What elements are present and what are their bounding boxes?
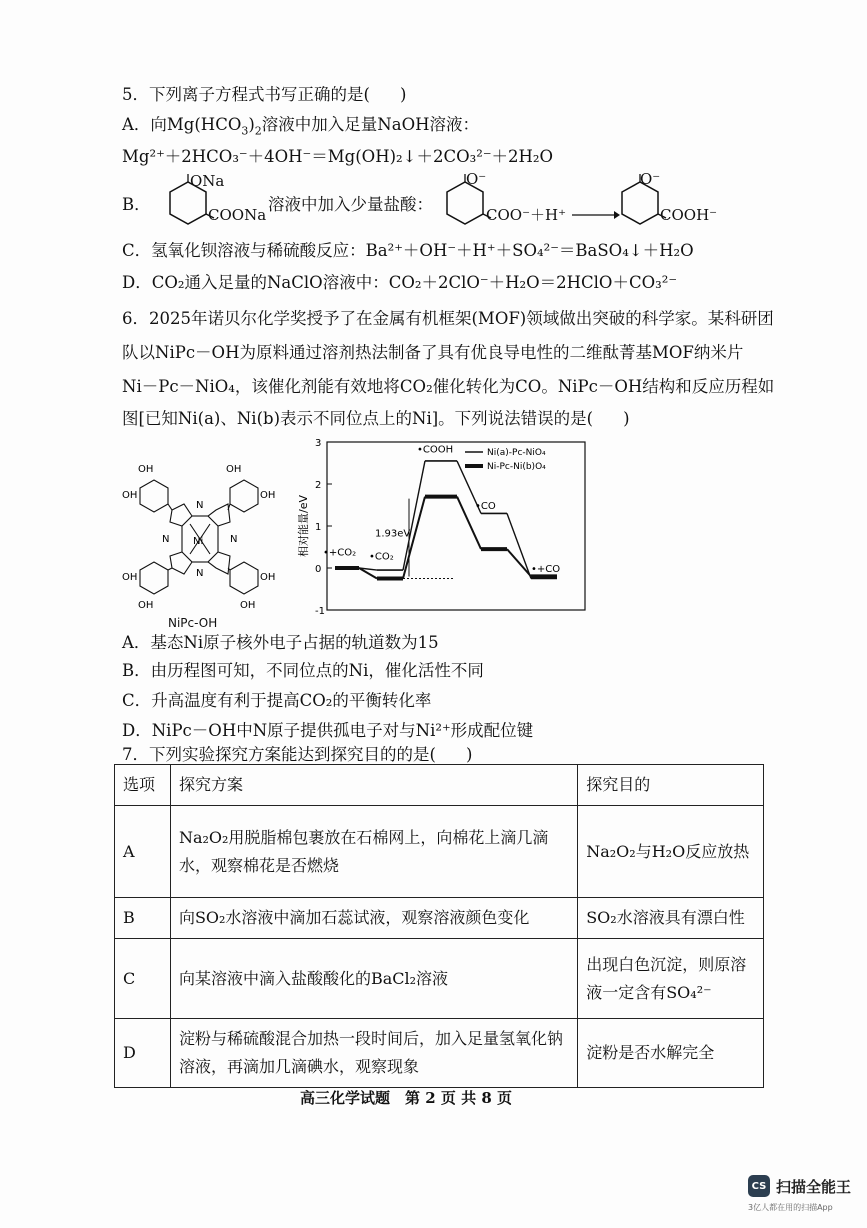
table-row bbox=[115, 806, 764, 898]
b-product1-o: O⁻ bbox=[466, 170, 487, 188]
experiment-table bbox=[114, 764, 764, 1088]
q5-option-d: D．CO₂通入足量的NaClO溶液中：CO₂＋2ClO⁻＋H₂O＝2HClO＋CO₃²⁻ bbox=[122, 273, 678, 292]
barrier-annotation: 1.93eV bbox=[375, 528, 411, 540]
y-tick-label: 3 bbox=[315, 438, 322, 449]
table-row bbox=[115, 898, 764, 939]
b-plus-h: ＋H⁺ bbox=[530, 206, 566, 224]
state-label: •COOH bbox=[417, 444, 454, 456]
mol-oh-6: OH bbox=[138, 600, 154, 611]
row-c-purpose: 出现白色沉淀，则原溶液一定含有SO₄²⁻ bbox=[578, 939, 764, 1019]
b-product2-o: O⁻ bbox=[640, 170, 661, 188]
row-a-option: A bbox=[115, 806, 171, 898]
q6-line4: 图[已知Ni(a)、Ni(b)表示不同位点上的Ni]。下列说法错误的是( ) bbox=[122, 409, 630, 428]
y-tick-label: 0 bbox=[315, 564, 322, 575]
q6-line1: 6．2025年诺贝尔化学奖授予了在金属有机框架(MOF)领域做出突破的科学家。某科研团 bbox=[122, 309, 774, 328]
mol-n-top: N bbox=[196, 500, 204, 511]
y-tick-label: -1 bbox=[315, 606, 325, 617]
q7-stem: 7．下列实验探究方案能达到探究目的的是( ) bbox=[122, 745, 473, 764]
badge-title: 扫描全能王 bbox=[776, 1177, 852, 1196]
mol-n-left: N bbox=[162, 534, 170, 545]
legend-label: Ni-Pc-Ni(b)O₄ bbox=[487, 462, 546, 472]
state-label: •CO₂ bbox=[369, 551, 394, 563]
header-purpose: 探究目的 bbox=[578, 765, 764, 806]
mol-n-right: N bbox=[230, 534, 238, 545]
header-plan: 探究方案 bbox=[170, 765, 577, 806]
q5-option-a: A．向$Mg(HCO_3)_2$溶液中加入足量NaOH溶液： bbox=[122, 115, 479, 138]
energy-profile-chart bbox=[295, 432, 595, 622]
molecule-label: NiPc-OH bbox=[168, 616, 218, 630]
q6-option-b: B．由历程图可知，不同位点的Ni，催化活性不同 bbox=[122, 661, 484, 680]
row-b-purpose: SO₂水溶液具有漂白性 bbox=[578, 898, 764, 939]
mol-n-bottom: N bbox=[196, 568, 204, 579]
mol-oh-3: OH bbox=[226, 464, 242, 475]
page-footer: 高三化学试题 第 2 页 共 8 页 bbox=[300, 1089, 512, 1107]
mol-oh-8: OH bbox=[240, 600, 256, 611]
y-tick-label: 2 bbox=[315, 480, 322, 491]
mol-oh-2: OH bbox=[122, 490, 138, 501]
row-c-option: C bbox=[115, 939, 171, 1019]
row-b-plan: 向SO₂水溶液中滴加石蕊试液，观察溶液颜色变化 bbox=[170, 898, 577, 939]
mol-oh-1: OH bbox=[138, 464, 154, 475]
state-label: •+CO₂ bbox=[323, 547, 357, 559]
q5-stem: 5．下列离子方程式书写正确的是( ) bbox=[122, 85, 407, 104]
header-option: 选项 bbox=[115, 765, 171, 806]
mol-oh-7: OH bbox=[260, 572, 276, 583]
q5-option-c: C．氢氧化钡溶液与稀硫酸反应：Ba²⁺＋OH⁻＋H⁺＋SO₄²⁻＝BaSO₄↓＋H₂O bbox=[122, 241, 694, 260]
legend-label: Ni(a)-Pc-NiO₄ bbox=[487, 448, 546, 458]
table-row bbox=[115, 939, 764, 1019]
q5-option-b-text: 溶液中加入少量盐酸： bbox=[268, 195, 433, 214]
q6-line2: 队以NiPc－OH为原料通过溶剂热法制备了具有优良导电性的二维酞菁基MOF纳米片 bbox=[122, 343, 744, 362]
row-a-plan: Na₂O₂用脱脂棉包裹放在石棉网上，向棉花上滴几滴水，观察棉花是否燃烧 bbox=[170, 806, 577, 898]
q5-option-b-label: B． bbox=[122, 195, 151, 214]
badge-subtitle: 3亿人都在用的扫描App bbox=[748, 1203, 833, 1212]
y-axis-label: 相对能量/eV bbox=[297, 495, 310, 557]
b-coona-label: COONa bbox=[208, 206, 267, 224]
row-d-option: D bbox=[115, 1019, 171, 1088]
table-row bbox=[115, 1019, 764, 1088]
q6-option-a: A．基态Ni原子核外电子占据的轨道数为15 bbox=[122, 633, 439, 652]
row-d-purpose: 淀粉是否水解完全 bbox=[578, 1019, 764, 1088]
row-b-option: B bbox=[115, 898, 171, 939]
nipc-oh-structure bbox=[120, 458, 290, 628]
q5-option-a-equation: Mg²⁺＋2HCO₃⁻＋4OH⁻＝Mg(OH)₂↓＋2CO₃²⁻＋2H₂O bbox=[122, 147, 554, 166]
row-d-plan: 淀粉与稀硫酸混合加热一段时间后，加入足量氢氧化钠溶液，再滴加几滴碘水，观察现象 bbox=[170, 1019, 577, 1088]
mol-oh-5: OH bbox=[122, 572, 138, 583]
mol-oh-4: OH bbox=[260, 490, 276, 501]
energy-connector bbox=[403, 461, 425, 570]
state-label: •+CO bbox=[531, 564, 561, 576]
row-a-purpose: Na₂O₂与H₂O反应放热 bbox=[578, 806, 764, 898]
b-product2-cooh: COOH⁻ bbox=[660, 206, 718, 224]
b-product1-coo: COO⁻ bbox=[486, 206, 530, 224]
camscanner-logo-icon: CS bbox=[748, 1175, 770, 1197]
energy-connector bbox=[507, 513, 531, 578]
q6-option-c: C．升高温度有利于提高CO₂的平衡转化率 bbox=[122, 691, 432, 710]
chart-frame bbox=[327, 442, 585, 610]
q6-line3: Ni－Pc－NiO₄，该催化剂能有效地将CO₂催化转化为CO。NiPc－OH结构和反应历程如 bbox=[122, 377, 775, 396]
state-label: •CO bbox=[475, 501, 496, 513]
b-ona-label: ONa bbox=[190, 172, 225, 190]
mol-ni: Ni bbox=[193, 536, 204, 547]
q6-option-d: D．NiPc－OH中N原子提供孤电子对与Ni²⁺形成配位键 bbox=[122, 721, 534, 740]
energy-connector bbox=[507, 549, 531, 576]
row-c-plan: 向某溶液中滴入盐酸酸化的BaCl₂溶液 bbox=[170, 939, 577, 1019]
scanner-badge bbox=[748, 1175, 851, 1197]
y-tick-label: 1 bbox=[315, 522, 322, 533]
table-header-row bbox=[115, 765, 764, 806]
